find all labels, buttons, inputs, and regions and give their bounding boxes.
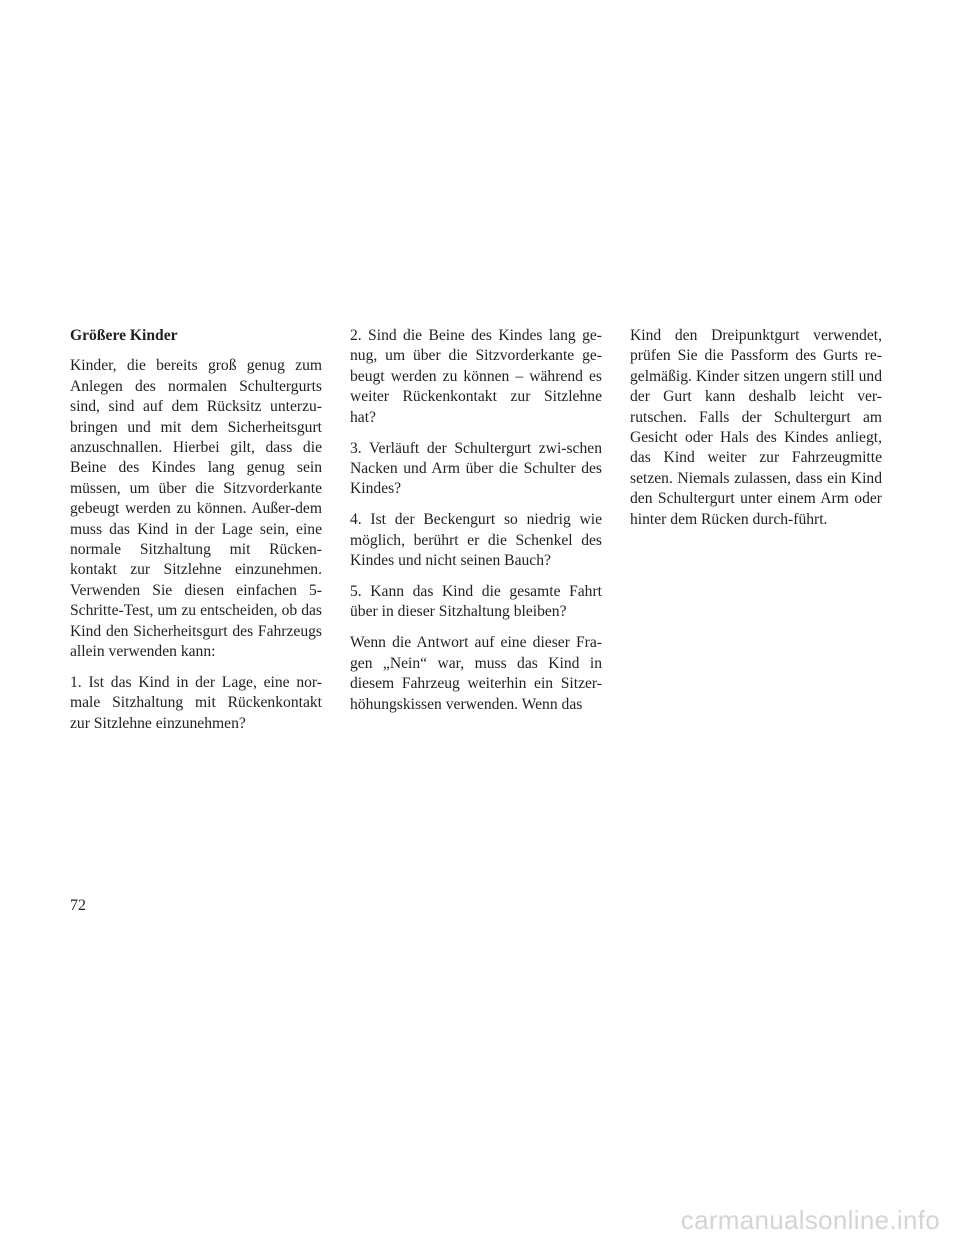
question-3: 3. Verläuft der Schultergurt zwi-schen Nacken und Arm über die Schulter des Kindes?	[350, 439, 602, 498]
body-paragraph: Wenn die Antwort auf eine dieser Fra-gen „Nein“ war, muss das Kind in diesem Fahrzeug weiterhin ein Sitzer-höhungskissen verwenden. Wenn das	[350, 634, 602, 713]
text-column-2	[350, 326, 602, 725]
question-2: 2. Sind die Beine des Kindes lang ge-nug, um über die Sitzvorderkante ge-beugt werden zu können – während es weiter Rückenkontakt zur Sitzlehne hat?	[350, 327, 602, 426]
body-paragraph: Kind den Dreipunktgurt verwendet, prüfen Sie die Passform des Gurts re-gelmäßig. Kinder sitzen ungern still und der Gurt kann deshalb leicht ver-rutschen. Falls der Schultergurt am Gesicht oder Hals des Kindes anliegt, das Kind weiter zur Fahrzeugmitte setzen. Niemals zulassen, dass ein Kind den Schultergurt unter einem Arm oder hinter dem Rücken durch-führt.	[630, 327, 882, 528]
text-column-3	[630, 326, 882, 541]
question-4: 4. Ist der Beckengurt so niedrig wie möglich, berührt er die Schenkel des Kindes und nicht seinen Bauch?	[350, 511, 602, 570]
page-number: 72	[70, 897, 86, 914]
section-heading: Größere Kinder	[70, 327, 178, 344]
body-paragraph: Kinder, die bereits groß genug zum Anlegen des normalen Schultergurts sind, sind auf dem Rücksitz unterzu-bringen und mit dem Sicherheitsgurt anzuschnallen. Hierbei gilt, dass die Beine des Kindes lang genug sein müssen, um über die Sitzvorderkante gebeugt werden zu können. Außer-dem muss das Kind in der Lage sein, eine normale Sitzhaltung mit Rücken-kontakt zur Sitzlehne einzunehmen. Verwenden Sie diesen einfachen 5-Schritte-Test, um zu entscheiden, ob das Kind den Sicherheitsgurt des Fahrzeugs allein verwenden kann:	[70, 357, 322, 661]
question-5: 5. Kann das Kind die gesamte Fahrt über in dieser Sitzhaltung bleiben?	[350, 582, 602, 621]
text-column-1	[70, 326, 322, 745]
watermark: carmanualsonline.info	[680, 1205, 940, 1235]
question-1: 1. Ist das Kind in der Lage, eine nor-male Sitzhaltung mit Rückenkontakt zur Sitzlehne einzunehmen?	[70, 674, 322, 732]
